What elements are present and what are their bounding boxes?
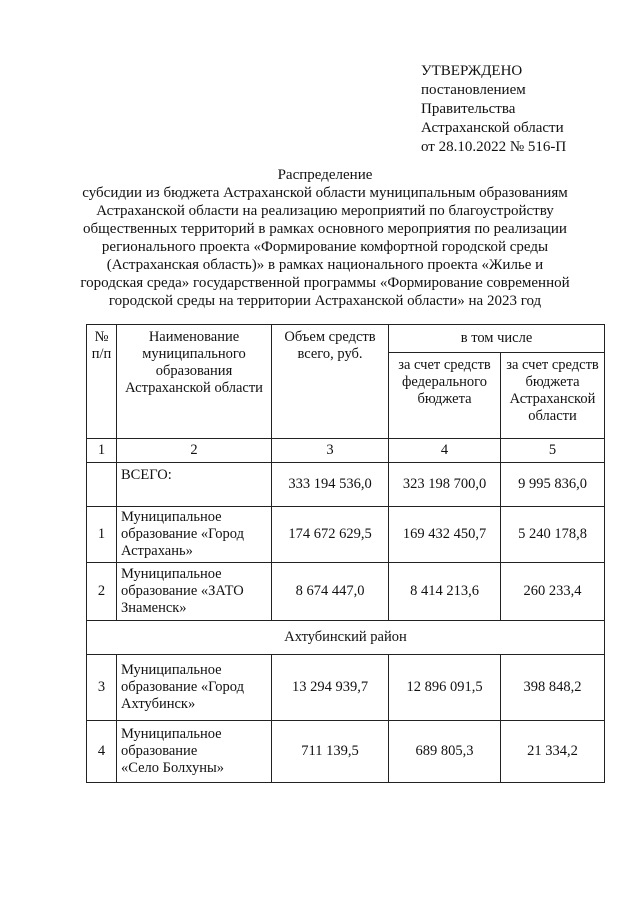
approval-block bbox=[421, 62, 566, 157]
row-name: Муниципальное образование «Город Ахтубинск» bbox=[117, 655, 272, 721]
row-total: 13 294 939,7 bbox=[272, 655, 389, 721]
col-number: 1 bbox=[87, 439, 117, 463]
row-regional: 398 848,2 bbox=[501, 655, 605, 721]
row-federal: 12 896 091,5 bbox=[389, 655, 501, 721]
header-including: в том числе bbox=[389, 325, 605, 353]
total-regional: 9 995 836,0 bbox=[501, 463, 605, 507]
section-heading: Ахтубинский район bbox=[87, 621, 605, 655]
title-line: субсидии из бюджета Астраханской области муниципальным образованиям bbox=[82, 185, 568, 201]
approval-line: от 28.10.2022 № 516-П bbox=[421, 139, 567, 155]
header-name: Наименование муниципального образования Астраханской области bbox=[117, 325, 272, 439]
title-line: городской среды на территории Астраханской области» на 2023 год bbox=[108, 293, 542, 309]
row-num: 1 bbox=[87, 507, 117, 563]
col-number: 4 bbox=[389, 439, 501, 463]
table-row bbox=[87, 507, 605, 563]
total-label: ВСЕГО: bbox=[117, 463, 272, 507]
title-line: Распределение bbox=[277, 167, 373, 183]
approval-line: Правительства bbox=[421, 101, 516, 117]
table-row bbox=[87, 563, 605, 621]
total-federal: 323 198 700,0 bbox=[389, 463, 501, 507]
total-row bbox=[87, 463, 605, 507]
row-num: 4 bbox=[87, 721, 117, 783]
title-line: общественных территорий в рамках основного мероприятия по реализации bbox=[83, 221, 567, 237]
row-name: Муниципальное образование «Город Астрахань» bbox=[117, 507, 272, 563]
title-line: (Астраханская область)» в рамках национального проекта «Жилье и bbox=[106, 257, 544, 273]
title-line: Астраханской области на реализацию мероприятий по благоустройству bbox=[96, 203, 554, 219]
approval-line: УТВЕРЖДЕНО bbox=[421, 63, 523, 79]
row-regional: 21 334,2 bbox=[501, 721, 605, 783]
header-num: № п/п bbox=[87, 325, 117, 439]
row-num: 3 bbox=[87, 655, 117, 721]
row-federal: 8 414 213,6 bbox=[389, 563, 501, 621]
col-number: 2 bbox=[117, 439, 272, 463]
subsidy-table bbox=[86, 324, 605, 783]
title-line: городская среда» государственной программы «Формирование современной bbox=[80, 275, 570, 291]
row-federal: 689 805,3 bbox=[389, 721, 501, 783]
row-regional: 5 240 178,8 bbox=[501, 507, 605, 563]
row-name: Муниципальное образование «ЗАТО Знаменск» bbox=[117, 563, 272, 621]
title-line: регионального проекта «Формирование комфортной городской среды bbox=[101, 239, 549, 255]
approval-line: Астраханской области bbox=[421, 120, 564, 136]
header-total: Объем средств всего, руб. bbox=[272, 325, 389, 439]
approval-line: постановлением bbox=[421, 82, 526, 98]
row-federal: 169 432 450,7 bbox=[389, 507, 501, 563]
table-row bbox=[87, 721, 605, 783]
row-total: 711 139,5 bbox=[272, 721, 389, 783]
row-regional: 260 233,4 bbox=[501, 563, 605, 621]
col-number: 3 bbox=[272, 439, 389, 463]
total-amount: 333 194 536,0 bbox=[272, 463, 389, 507]
document-title bbox=[60, 166, 590, 310]
column-number-row bbox=[87, 439, 605, 463]
col-number: 5 bbox=[501, 439, 605, 463]
header-regional: за счет средств бюджета Астраханской области bbox=[501, 353, 605, 439]
row-total: 8 674 447,0 bbox=[272, 563, 389, 621]
header-federal: за счет средств федерального бюджета bbox=[389, 353, 501, 439]
header-row bbox=[87, 325, 605, 353]
section-row bbox=[87, 621, 605, 655]
row-name: Муниципальное образование «Село Болхуны» bbox=[117, 721, 272, 783]
row-num: 2 bbox=[87, 563, 117, 621]
table-row bbox=[87, 655, 605, 721]
row-total: 174 672 629,5 bbox=[272, 507, 389, 563]
